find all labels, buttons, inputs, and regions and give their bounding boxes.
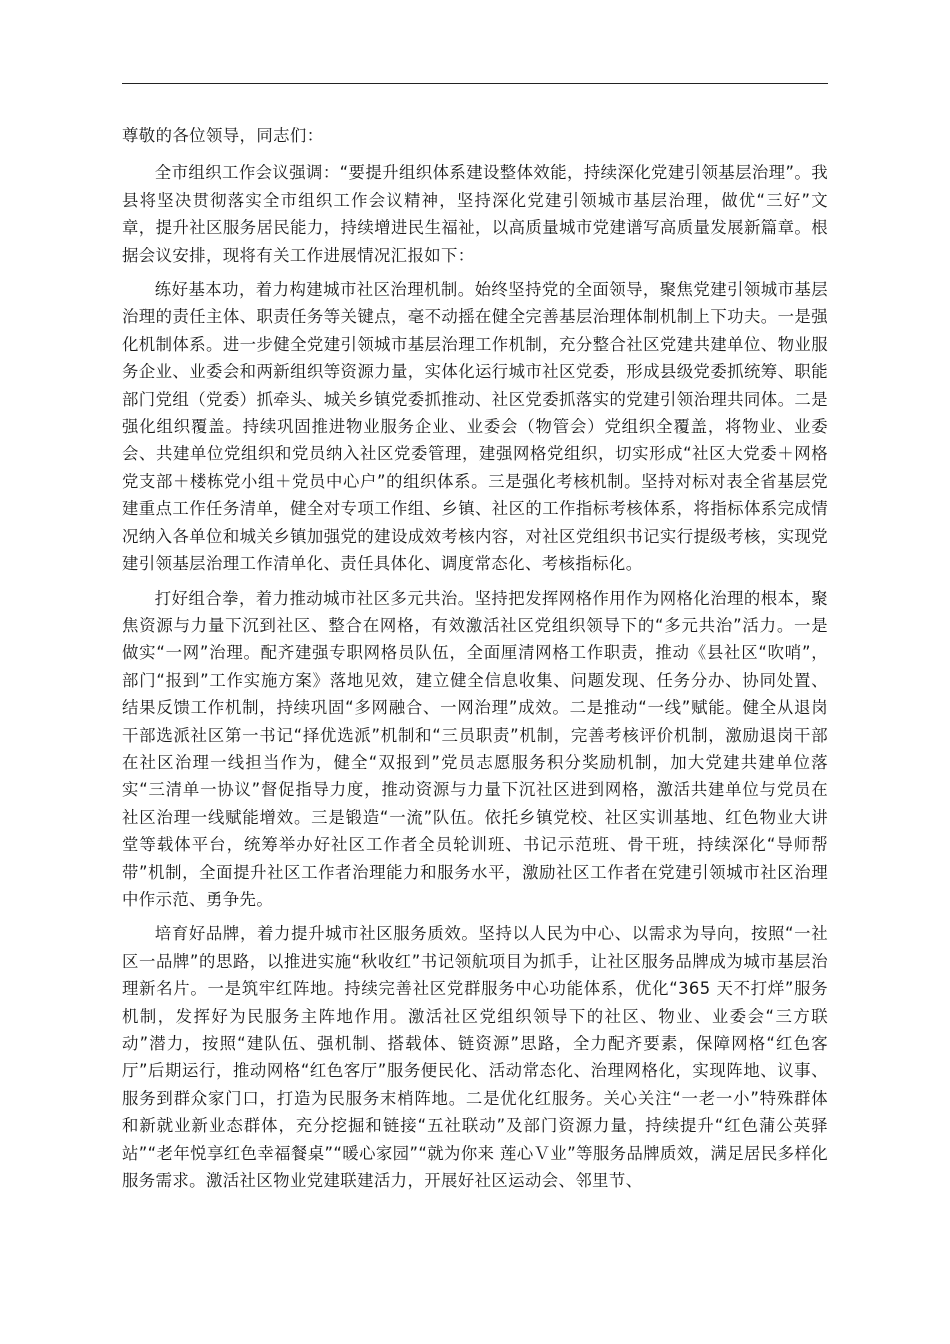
paragraph-mechanism: 练好基本功，着力构建城市社区治理机制。始终坚持党的全面领导，聚焦党建引领城市基层治理的责任主体、职责任务等关键点，毫不动摇在健全完善基层治理体制机制上下功夫。一是强化机制体系。进一步健全党建引领城市基层治理工作机制，充分整合社区党建共建单位、物业服务企业、业委会和两新组织等资源力量，实体化运行城市社区党委，形成县级党委抓统筹、职能部门党组（党委）抓牵头、城关乡镇党委抓推动、社区党委抓落实的党建引领治理共同体。二是强化组织覆盖。持续巩固推进物业服务企业、业委会（物管会）党组织全覆盖，将物业、业委会、共建单位党组织和党员纳入社区党委管理，建强网格党组织，切实形成“社区大党委＋网格党支部＋楼栋党小组＋党员中心户”的组织体系。三是强化考核机制。坚持对标对表全省基层党建重点工作任务清单，健全对专项工作组、乡镇、社区的工作指标考核体系，将指标体系完成情况纳入各单位和城关乡镇加强党的建设成效考核内容，对社区党组织书记实行提级考核，实现党建引领基层治理工作清单化、责任具体化、调度常态化、考核指标化。: [122, 280, 828, 574]
paragraph-service-brand: 培育好品牌，着力提升城市社区服务质效。坚持以人民为中心、以需求为导向，按照“一社区一品牌”的思路，以推进实施“秋收红”书记领航项目为抓手，让社区服务品牌成为城市基层治理新名片。一是筑牢红阵地。持续完善社区党群服务中心功能体系，优化“365 天不打烊”服务机制，发挥好为民服务主阵地作用。激活社区党组织领导下的社区、物业、业委会“三方联动”潜力，按照“建队伍、强机制、搭载体、链资源”思路，全力配齐要素，保障网格“红色客厅”后期运行，推动网格“红色客厅”服务便民化、活动常态化、治理网格化，实现阵地、议事、服务到群众家门口，打造为民服务末梢阵地。二是优化红服务。关心关注“一老一小”特殊群体和新就业新业态群体，充分挖掘和链接“五社联动”及部门资源力量，持续提升“红色蒲公英驿站”“老年悦享红色幸福餐桌”“暖心家园”“就为你来 莲心Ｖ业”等服务品牌质效，满足居民多样化服务需求。激活社区物业党建联建活力，开展好社区运动会、邻里节、: [122, 924, 828, 1191]
header-divider: [122, 83, 828, 84]
document-body: [122, 122, 828, 1201]
paragraph-intro: 全市组织工作会议强调：“要提升组织体系建设整体效能，持续深化党建引领基层治理”。我县将坚决贯彻落实全市组织工作会议精神，坚持深化党建引领城市基层治理，做优“三好”文章，提升社区服务居民能力，持续增进民生福祉，以高质量城市党建谱写高质量发展新篇章。根据会议安排，现将有关工作进展情况汇报如下：: [122, 163, 828, 265]
paragraph-co-governance: 打好组合拳，着力推动城市社区多元共治。坚持把发挥网格作用作为网格化治理的根本，聚焦资源与力量下沉到社区、整合在网格，有效激活社区党组织领导下的“多元共治”活力。一是做实“一网”治理。配齐建强专职网格员队伍，全面厘清网格工作职责，推动《县社区“吹哨”，部门“报到”工作实施方案》落地见效，建立健全信息收集、问题发现、任务分办、协同处置、结果反馈工作机制，持续巩固“多网融合、一网治理”成效。二是推动“一线”赋能。健全从退岗干部选派社区第一书记“择优选派”机制和“三员职责”机制，完善考核评价机制，激励退岗干部在社区治理一线担当作为，健全“双报到”党员志愿服务积分奖励机制，加大党建共建单位落实“三清单一协议”督促指导力度，推动资源与力量下沉社区进到网格，激活共建单位与党员在社区治理一线赋能增效。三是锻造“一流”队伍。依托乡镇党校、社区实训基地、红色物业大讲堂等载体平台，统筹举办好社区工作者全员轮训班、书记示范班、骨干班，持续深化“导师帮带”机制，全面提升社区工作者治理能力和服务水平，激励社区工作者在党建引领城市社区治理中作示范、勇争先。: [122, 588, 828, 909]
salutation: 尊敬的各位领导，同志们：: [122, 126, 324, 145]
